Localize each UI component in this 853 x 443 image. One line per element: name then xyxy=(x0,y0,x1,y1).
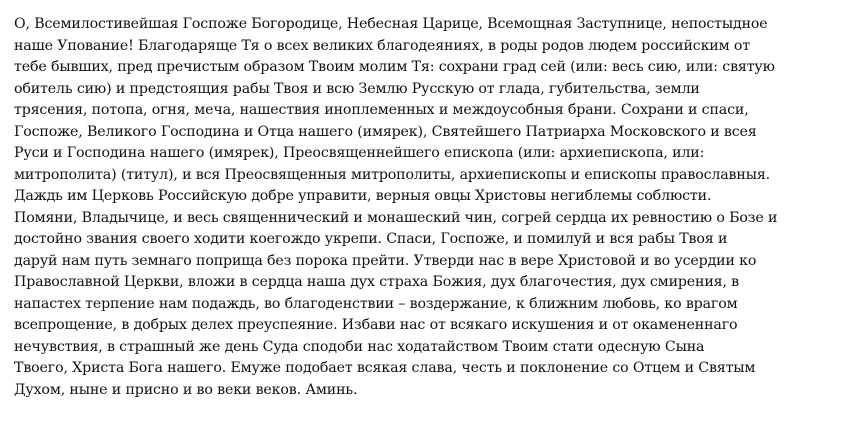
text-line: обитель сию) и предстоящия рабы Твоя и всю Землю Русскую от глада, губительства, земли xyxy=(14,80,700,97)
text-line: напастех терпение нам подаждь, во благоденствии – воздержание, к ближним любовь, ко врагом xyxy=(14,295,738,312)
text-line: трясения, потопа, огня, меча, нашествия иноплеменных и междоусобныя брани. Сохрани и спаси, xyxy=(14,102,749,118)
text-line: наше Упование! Благодаряще Тя о всех великих благодеяниях, в роды родов людем российским от xyxy=(14,37,750,54)
text-line: нечувствия, в страшный же день Суда сподоби нас ходатайством Твоим стати одесную Сына xyxy=(14,338,705,355)
text-line: митрополита) (титул), и вся Преосвященныя митрополиты, архиепископы и епископы православныя. xyxy=(14,166,771,183)
text-line: Духом, ныне и присно и во веки веков. Аминь. xyxy=(14,381,358,398)
text-line: Госпоже, Великого Господина и Отца нашего (имярек), Святейшего Патриарха Московского и всея xyxy=(14,123,757,140)
text-line: Помяни, Владычице, и весь священнический и монашеский чин, согрей сердца их ревностию о Бозе и xyxy=(14,209,778,226)
text-line: тебе бывших, пред пречистым образом Твоим молим Тя: сохрани град сей (или: весь сию, или: святую xyxy=(14,59,775,75)
text-line: Руси и Господина нашего (имярек), Преосвященнейшего епископа (или: архиепископа, или: xyxy=(14,145,705,161)
text-line: Твоего, Христа Бога нашего. Емуже подобает всякая слава, честь и поклонение со Отцем и Святым xyxy=(14,360,756,376)
text-line: достойно звания своего ходити коегождо укрепи. Спаси, Госпоже, и помилуй и вся рабы Твоя и xyxy=(14,231,728,247)
text-line: даруй нам путь земнаго поприща без порока прейти. Утверди нас в вере Христовой и во усердии ко xyxy=(14,252,757,269)
text-line: всепрощение, в добрых делех преуспеяние. Избави нас от всякаго искушения и от окамененнаго xyxy=(14,317,738,333)
text-line: Даждь им Церковь Российскую добре управити, верныя овцы Христовы негиблемы соблюсти. xyxy=(14,188,712,204)
text-line: Православной Церкви, вложи в сердца наша дух страха Божия, дух благочестия, дух смирения, в xyxy=(14,274,740,290)
prayer-text xyxy=(14,14,842,401)
text-line: О, Всемилостивейшая Госпоже Богородице, Небесная Царице, Всемощная Заступнице, непостыдное xyxy=(14,16,768,32)
